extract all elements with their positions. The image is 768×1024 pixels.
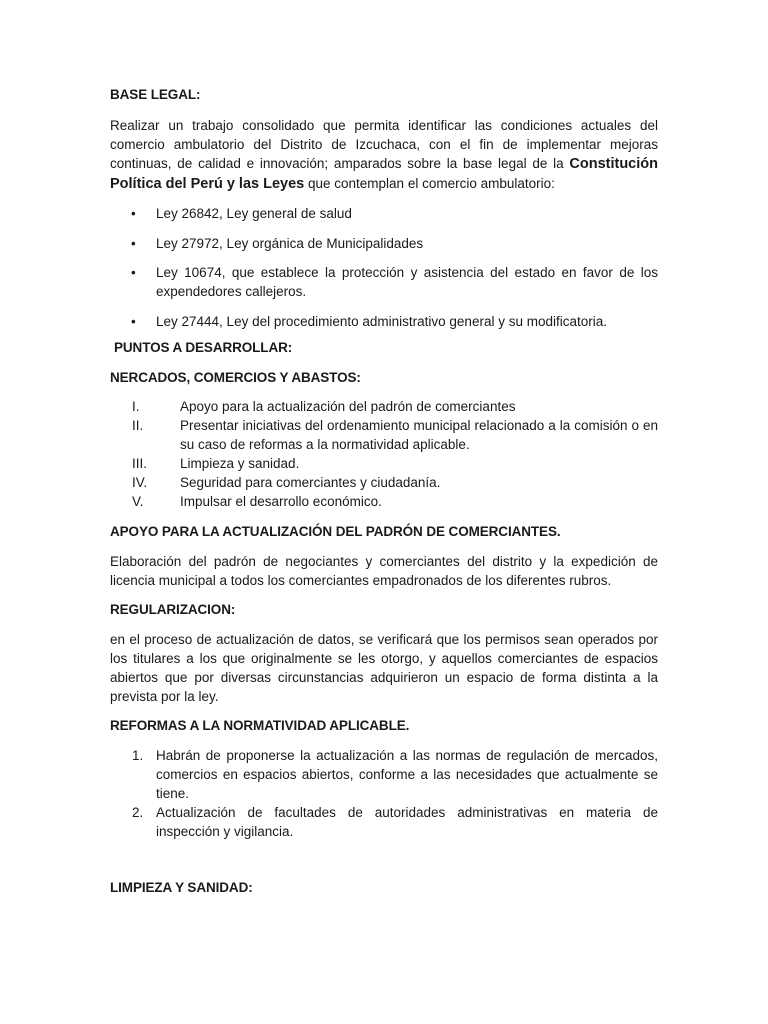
list-item bbox=[110, 416, 658, 454]
list-item-text: Impulsar el desarrollo económico. bbox=[180, 494, 382, 509]
mercados-list bbox=[110, 397, 658, 511]
heading-regularizacion: REGULARIZACION: bbox=[110, 602, 236, 617]
heading-puntos: PUNTOS A DESARROLLAR: bbox=[114, 340, 293, 355]
list-item-text: Habrán de proponerse la actualización a las normas de regulación de mercados, comercios en espacios abiertos, conforme a las necesidades que actualmente se tiene. bbox=[156, 748, 658, 801]
list-item bbox=[110, 454, 658, 473]
list-item bbox=[110, 397, 658, 416]
list-item bbox=[110, 234, 658, 253]
list-marker: I. bbox=[132, 399, 140, 414]
heading-limpieza: LIMPIEZA Y SANIDAD: bbox=[110, 880, 253, 895]
paragraph-base-legal-start: Realizar un trabajo consolidado que permita identificar las condiciones actuales del comercio ambulatorio del Distrito de Izcuchaca, con el fin de implementar mejoras continuas, de calidad e innovación; amparados sobre la base legal de la bbox=[110, 118, 658, 171]
reformas-list bbox=[110, 746, 658, 841]
paragraph-regularizacion: en el proceso de actualización de datos, se verificará que los permisos sean operados por los titulares a los que originalmente se les otorgo, y aquellos comerciantes de espacios abiertos que por diversas circunstancias adquirieron un espacio de forma distinta a la prevista por la ley. bbox=[110, 632, 658, 704]
list-item-text: Ley 27972, Ley orgánica de Municipalidades bbox=[156, 236, 424, 251]
list-marker: V. bbox=[132, 494, 144, 509]
list-item-text: Ley 27444, Ley del procedimiento administrativo general y su modificatoria. bbox=[156, 314, 607, 329]
list-item-text: Ley 26842, Ley general de salud bbox=[156, 206, 352, 221]
list-marker: IV. bbox=[132, 475, 148, 490]
paragraph-base-legal bbox=[110, 116, 658, 194]
list-item bbox=[110, 204, 658, 223]
law-list bbox=[110, 204, 658, 331]
list-item bbox=[110, 263, 658, 301]
bullet-icon: • bbox=[131, 206, 136, 221]
list-item-text: Ley 10674, que establece la protección y asistencia del estado en favor de los expendedores callejeros. bbox=[156, 265, 658, 299]
heading-mercados: NERCADOS, COMERCIOS Y ABASTOS: bbox=[110, 370, 361, 385]
paragraph-base-legal-emphasis: Constitución Política del Perú y las Leyes bbox=[110, 156, 658, 192]
list-marker: 2. bbox=[132, 805, 144, 820]
bullet-icon: • bbox=[131, 236, 136, 251]
list-item-text: Limpieza y sanidad. bbox=[180, 456, 300, 471]
heading-apoyo: APOYO PARA LA ACTUALIZACIÓN DEL PADRÓN DE COMERCIANTES. bbox=[110, 524, 561, 539]
list-item bbox=[110, 803, 658, 841]
list-item-text: Actualización de facultades de autoridades administrativas en materia de inspección y vigilancia. bbox=[156, 805, 658, 839]
list-item-text: Apoyo para la actualización del padrón de comerciantes bbox=[180, 399, 516, 414]
list-marker: II. bbox=[132, 418, 144, 433]
list-marker: III. bbox=[132, 456, 148, 471]
list-item-text: Seguridad para comerciantes y ciudadanía. bbox=[180, 475, 441, 490]
list-item bbox=[110, 746, 658, 803]
list-item bbox=[110, 312, 658, 331]
paragraph-apoyo: Elaboración del padrón de negociantes y comerciantes del distrito y la expedición de licencia municipal a todos los comerciantes empadronados de los diferentes rubros. bbox=[110, 554, 658, 588]
heading-reformas: REFORMAS A LA NORMATIVIDAD APLICABLE. bbox=[110, 718, 410, 733]
bullet-icon: • bbox=[131, 314, 136, 329]
bullet-icon: • bbox=[131, 265, 136, 280]
paragraph-base-legal-end: que contemplan el comercio ambulatorio: bbox=[304, 176, 555, 191]
list-item-text: Presentar iniciativas del ordenamiento municipal relacionado a la comisión o en su caso de reformas a la normatividad aplicable. bbox=[180, 418, 658, 452]
list-marker: 1. bbox=[132, 748, 144, 763]
heading-base-legal: BASE LEGAL: bbox=[110, 87, 201, 102]
list-item bbox=[110, 473, 658, 492]
list-item bbox=[110, 492, 658, 511]
